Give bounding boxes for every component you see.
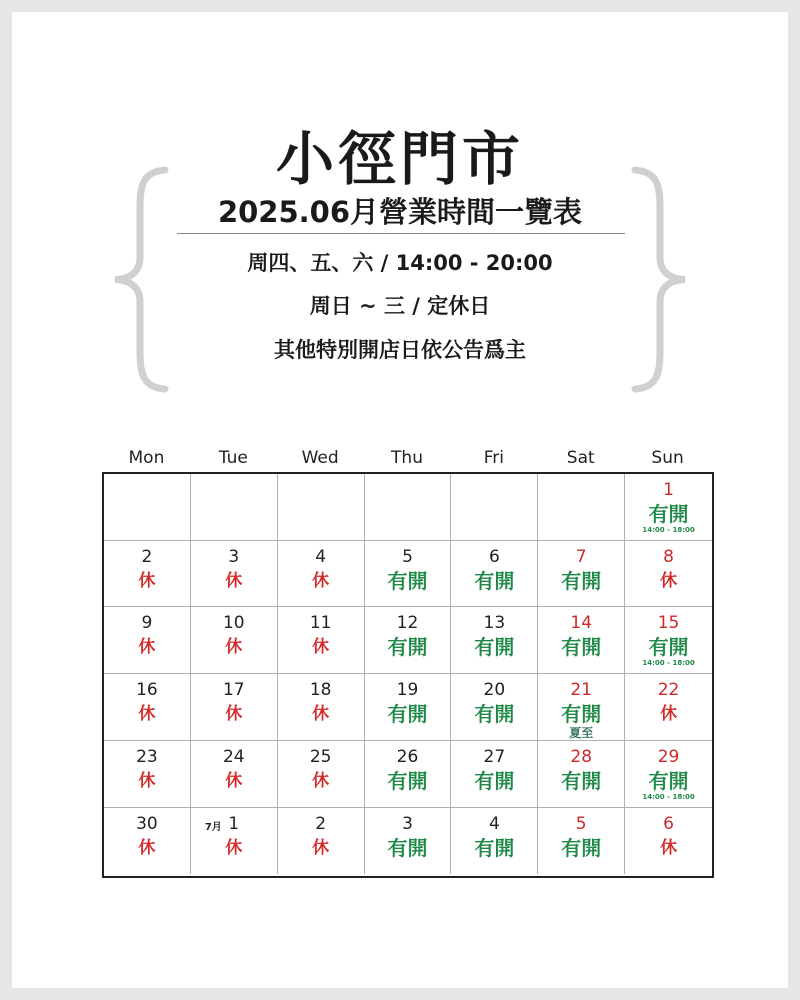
divider	[177, 233, 625, 234]
calendar-cell	[538, 474, 625, 541]
day-number: 15	[657, 613, 680, 633]
calendar-cell	[451, 474, 538, 541]
calendar-cell	[451, 541, 538, 607]
month-tag: 7月	[204, 822, 222, 833]
status-closed: 休	[225, 838, 243, 858]
calendar-cell	[451, 808, 538, 874]
status-open: 有開	[648, 502, 689, 526]
status-open: 有開	[561, 836, 602, 860]
day-number: 3	[228, 547, 240, 567]
status-open: 有開	[387, 836, 428, 860]
calendar-cell	[538, 541, 625, 607]
calendar-cell	[625, 808, 712, 874]
status-closed: 休	[660, 704, 678, 724]
status-open: 有開	[387, 569, 428, 593]
status-closed: 休	[138, 704, 156, 724]
day-number: 6	[663, 814, 674, 834]
day-number: 19	[396, 680, 419, 700]
day-number: 22	[657, 680, 680, 700]
hours-note: 14:00 - 18:00	[642, 659, 695, 667]
weekday-sat: Sat	[566, 448, 595, 468]
day-number: 18	[309, 680, 332, 700]
hours-line: 周四、五、六 / 14:00 - 20:00	[247, 251, 553, 275]
calendar-cell	[104, 808, 191, 874]
holiday-note: 夏至	[569, 726, 594, 740]
day-number: 6	[488, 547, 500, 567]
calendar-cell	[365, 808, 452, 874]
calendar-cell	[451, 674, 538, 741]
weekday-sun: Sun	[651, 448, 684, 468]
status-open: 有開	[474, 702, 515, 726]
calendar-cell	[104, 741, 191, 808]
day-number: 23	[136, 747, 158, 767]
day-number: 9	[141, 613, 153, 633]
calendar-cell	[191, 808, 278, 874]
calendar-cell	[625, 541, 712, 607]
status-open: 有開	[561, 769, 602, 793]
calendar-cell	[191, 541, 278, 607]
day-number: 7	[575, 547, 587, 567]
weekday-tue: Tue	[218, 448, 248, 468]
day-number: 26	[396, 747, 419, 767]
day-number: 16	[136, 680, 158, 700]
status-closed: 休	[138, 838, 156, 858]
calendar-cell	[278, 674, 365, 741]
day-number: 20	[483, 680, 506, 700]
status-closed: 休	[138, 571, 156, 591]
day-number: 4	[315, 547, 327, 567]
day-number: 29	[657, 747, 680, 767]
calendar-cell	[104, 674, 191, 741]
schedule-subtitle: 2025.06月營業時間一覽表	[217, 195, 583, 229]
hours-note: 14:00 - 18:00	[642, 793, 695, 801]
status-closed: 休	[312, 838, 330, 858]
day-number: 1	[228, 814, 240, 834]
status-closed: 休	[660, 838, 678, 858]
day-number: 21	[570, 680, 593, 700]
calendar-cell	[191, 674, 278, 741]
calendar-cell	[538, 741, 625, 808]
status-closed: 休	[225, 704, 243, 724]
day-number: 8	[663, 547, 674, 567]
day-number: 17	[222, 680, 245, 700]
calendar-cell	[278, 474, 365, 541]
status-open: 有開	[387, 702, 428, 726]
announcement-line: 其他特別開店日依公告爲主	[274, 338, 526, 362]
day-number: 4	[488, 814, 500, 834]
day-number: 10	[222, 613, 245, 633]
day-number: 13	[483, 613, 506, 633]
status-open: 有開	[648, 635, 689, 659]
calendar-cell	[625, 674, 712, 741]
calendar-grid	[102, 472, 714, 878]
status-open: 有開	[561, 635, 602, 659]
status-closed: 休	[312, 771, 330, 791]
calendar-cell	[278, 741, 365, 808]
status-closed: 休	[660, 571, 678, 591]
status-closed: 休	[225, 771, 243, 791]
day-number: 14	[570, 613, 593, 633]
day-number: 11	[309, 613, 332, 633]
calendar-cell	[538, 674, 625, 741]
calendar-cell	[538, 808, 625, 874]
calendar-cell	[625, 741, 712, 808]
calendar-cell	[365, 741, 452, 808]
calendar-cell	[365, 474, 452, 541]
status-closed: 休	[312, 571, 330, 591]
hours-note: 14:00 - 18:00	[642, 526, 695, 534]
day-number: 1	[663, 480, 674, 500]
status-closed: 休	[312, 637, 330, 657]
day-number: 2	[315, 814, 327, 834]
day-number: 30	[136, 814, 158, 834]
day-number: 24	[222, 747, 245, 767]
status-open: 有開	[648, 769, 689, 793]
status-open: 有開	[561, 702, 602, 726]
calendar-cell	[365, 541, 452, 607]
closed-days-line: 周日 ~ 三 / 定休日	[309, 294, 491, 318]
day-number: 12	[396, 613, 419, 633]
day-number: 5	[402, 547, 413, 567]
calendar-cell	[451, 607, 538, 674]
weekday-header	[103, 448, 711, 472]
day-number: 25	[309, 747, 332, 767]
status-closed: 休	[225, 637, 243, 657]
schedule-card	[12, 12, 788, 988]
calendar-cell	[104, 607, 191, 674]
calendar-cell	[365, 607, 452, 674]
status-closed: 休	[225, 571, 243, 591]
calendar-cell	[625, 607, 712, 674]
status-open: 有開	[474, 836, 515, 860]
status-open: 有開	[474, 769, 515, 793]
day-number: 27	[483, 747, 506, 767]
status-closed: 休	[312, 704, 330, 724]
store-title: 小徑門市	[275, 125, 524, 193]
day-number: 2	[141, 547, 153, 567]
calendar-cell	[191, 741, 278, 808]
weekday-thu: Thu	[391, 448, 423, 468]
calendar-cell	[278, 541, 365, 607]
status-open: 有開	[561, 569, 602, 593]
status-open: 有開	[474, 569, 515, 593]
status-open: 有開	[387, 635, 428, 659]
status-closed: 休	[138, 637, 156, 657]
day-number: 5	[575, 814, 587, 834]
calendar-cell	[104, 541, 191, 607]
calendar-cell	[278, 607, 365, 674]
calendar-cell	[451, 741, 538, 808]
calendar-cell	[278, 808, 365, 874]
calendar-cell	[191, 474, 278, 541]
calendar-cell	[365, 674, 452, 741]
day-number: 3	[402, 814, 413, 834]
calendar-cell	[538, 607, 625, 674]
calendar-cell	[191, 607, 278, 674]
weekday-mon: Mon	[128, 448, 165, 468]
status-open: 有開	[474, 635, 515, 659]
calendar-cell	[104, 474, 191, 541]
calendar-cell	[625, 474, 712, 541]
weekday-wed: Wed	[301, 448, 339, 468]
status-open: 有開	[387, 769, 428, 793]
weekday-fri: Fri	[483, 448, 504, 468]
day-number: 28	[570, 747, 593, 767]
status-closed: 休	[138, 771, 156, 791]
